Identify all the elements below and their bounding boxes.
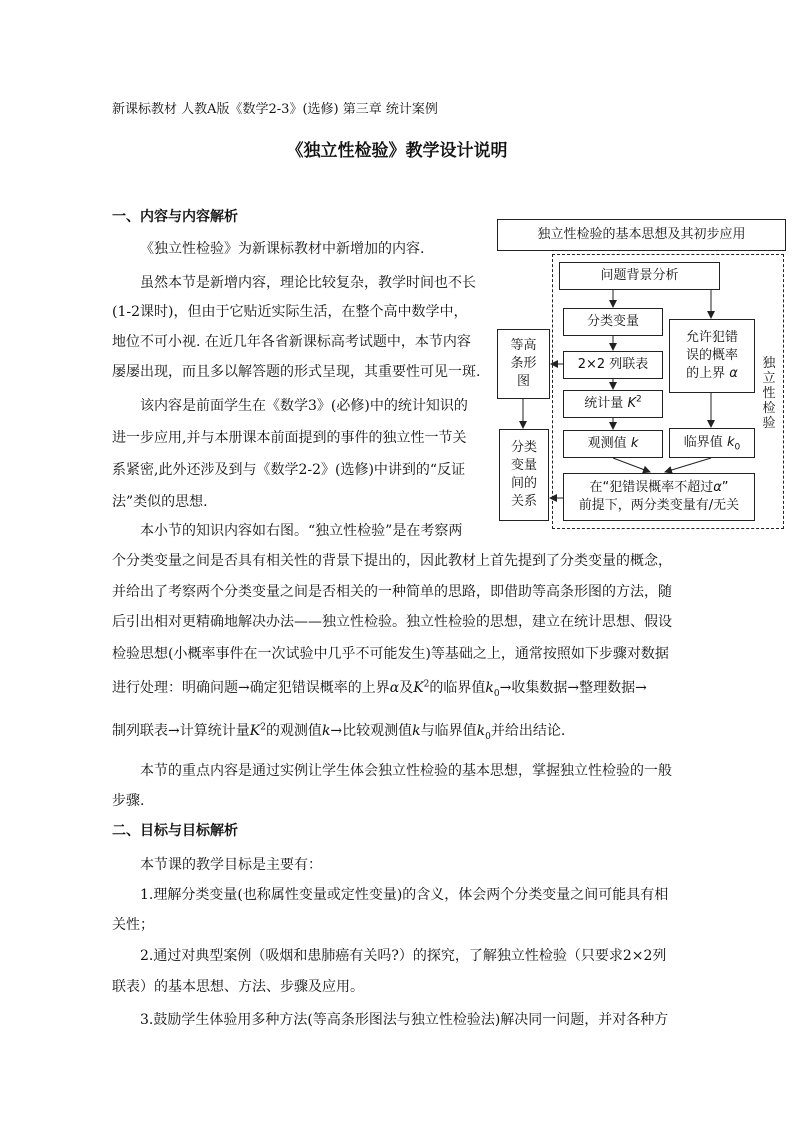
paragraph-line: 地位不可小视. 在近几年各省新课标高考试题中，本节内容 (112, 334, 471, 350)
box-text: 在“犯错误概率不超过 (589, 480, 714, 495)
superscript: 2 (260, 722, 266, 733)
steps-text: 的临界值 (429, 680, 486, 696)
subscript: 0 (485, 731, 491, 742)
steps-text: 及 (399, 680, 414, 696)
side-label-char: 立 (762, 371, 776, 386)
box-text: 前提下，两分类变量有/无关 (578, 498, 740, 513)
side-label-char: 独 (762, 356, 776, 371)
superscript: 2 (635, 394, 642, 405)
steps-text: →比较观测值 (330, 723, 413, 739)
box-text: 临界值 (683, 435, 723, 450)
paragraph-line: 本小节的知识内容如右图。“独立性检验”是在考察两 (140, 523, 463, 539)
paragraph-line: 本节的重点内容是通过实例让学生体会独立性检验的基本思想，掌握独立性检验的一般 (140, 763, 672, 779)
paragraph-line: 虽然本节是新增内容，理论比较复杂，教学时间也不长 (140, 275, 476, 291)
alpha-symbol: α (729, 366, 738, 381)
k-symbol: k (412, 723, 421, 739)
paragraph-line: 联表）的基本思想、方法、步骤及应用。 (112, 979, 364, 995)
k-symbol: k (476, 723, 486, 739)
paragraph-line: 并给出了考察两个分类变量之间是否相关的一种简单的思路，即借助等高条形图的方法，随 (112, 584, 672, 600)
subscript: 0 (493, 688, 500, 699)
paragraph-line: 3.鼓励学生体验用多种方法(等高条形图法与独立性检验法)解决同一问题，并对各种方 (140, 1012, 669, 1028)
paragraph-line: 法”类似的思想. (112, 494, 208, 510)
paragraph-line: 1.理解分类变量(也称属性变量或定性变量)的含义，体会两个分类变量之间可能具有相 (140, 887, 669, 903)
paragraph-line: 关性； (112, 917, 154, 933)
k-symbol: k (726, 435, 735, 450)
paragraph-line: 本节课的教学目标是主要有： (140, 857, 322, 873)
k-symbol: K (627, 396, 636, 411)
box-text: 误的概率 (685, 348, 738, 363)
paragraph-line: 《独立性检验》为新课标教材中新增加的内容. (140, 241, 425, 257)
box-text: 间的 (510, 476, 537, 491)
paragraph-line: 该内容是前面学生在《数学3》(必修)中的统计知识的 (140, 398, 468, 414)
section1-heading: 一、内容与内容解析 (112, 209, 238, 225)
box-text: 统计量 (584, 396, 624, 411)
paragraph-line: 检验思想(小概率事件在一次试验中几乎不可能发生)等基础之上，通常按照如下步骤对数据 (112, 646, 669, 662)
paragraph-line: 个分类变量之间是否具有相关性的背景下提出的，因此教材上首先提到了分类变量的概念， (112, 553, 672, 569)
paragraph-line: (1-2课时)，但由于它贴近实际生活，在整个高中数学中， (112, 304, 468, 320)
steps-text: 进行处理：明确问题→确定犯错误概率的上界 (112, 680, 390, 696)
paragraph-line: 2.通过对典型案例（吸烟和患肺癌有关吗?）的探究，了解独立性检验（只要求2×2列 (140, 948, 667, 964)
side-label-char: 性 (762, 386, 776, 401)
section2-heading: 二、目标与目标解析 (112, 823, 238, 839)
box-text: 图 (516, 374, 530, 389)
k-symbol: k (485, 680, 494, 696)
steps-text: 与临界值 (420, 723, 477, 739)
paragraph-line: 步骤. (112, 793, 145, 809)
k-symbol: k (630, 436, 639, 451)
box-text: ” (721, 480, 729, 495)
k-symbol: k (321, 723, 331, 739)
paragraph-line: 进一步应用,并与本册课本前面提到的事件的独立性一节关 (112, 430, 467, 446)
steps-text: →收集数据→整理数据→ (499, 680, 647, 696)
paragraph-line: 后引出相对更精确地解决办法——独立性检验。独立性检验的思想，建立在统计思想、假设 (112, 614, 672, 630)
page-title: 《独立性检验》教学设计说明 (286, 141, 508, 161)
course-line: 新课标教材 人教A版《数学2-3》(选修) 第三章 统计案例 (112, 102, 438, 117)
box-text: 等高 (510, 338, 537, 353)
diagram-title-text: 独立性检验的基本思想及其初步应用 (537, 227, 746, 242)
box-text: 分类 (510, 440, 537, 455)
paragraph-line: 系紧密,此外还涉及到与《数学2-2》(选修)中讲到的“反证 (112, 462, 466, 478)
box-text: 变量 (510, 458, 537, 473)
box-text: 分类变量 (586, 314, 639, 329)
box-text: 关系 (510, 494, 537, 509)
box-text: 允许犯错 (685, 330, 738, 345)
alpha-symbol: α (389, 680, 400, 696)
side-label-char: 检 (762, 401, 776, 416)
box-text: 观测值 (587, 436, 627, 451)
box-text: 条形 (510, 356, 537, 371)
superscript: 2 (423, 679, 430, 690)
alpha-symbol: α (713, 480, 722, 495)
box-text: 的上界 (686, 366, 726, 381)
arrow-obs-to-conclusion (613, 458, 650, 472)
subscript: 0 (734, 442, 741, 453)
arrow-crit-to-conclusion (665, 458, 711, 472)
box-text: 问题背景分析 (600, 268, 679, 283)
paragraph-line: 屡屡出现，而且多以解答题的形式呈现，其重要性可见一斑. (112, 364, 481, 380)
box-text: 2×2 列联表 (577, 357, 649, 372)
k-symbol: K (413, 680, 424, 696)
k-symbol: K (249, 723, 261, 739)
steps-text: 的观测值 (265, 723, 322, 739)
side-label-char: 验 (762, 416, 776, 431)
steps-text: 制列联表→计算统计量 (112, 723, 250, 739)
steps-text: 并给出结论. (490, 723, 566, 739)
